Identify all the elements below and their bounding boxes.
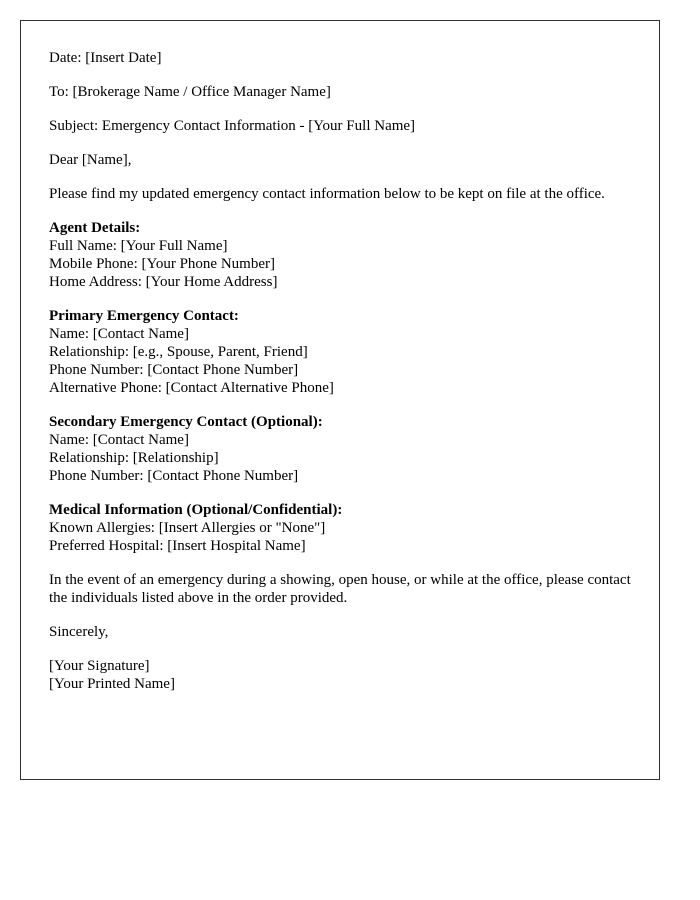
recipient-line: To: [Brokerage Name / Office Manager Name] [49,84,331,100]
closing-paragraph: In the event of an emergency during a showing, open house, or while at the office, please contact the individuals listed above in the order provided. [49,572,631,606]
primary-contact-name: Name: [Contact Name] [49,326,189,342]
known-allergies: Known Allergies: [Insert Allergies or "None"] [49,520,326,536]
signature-placeholder: [Your Signature] [49,658,150,674]
date-line: Date: [Insert Date] [49,50,162,66]
intro-paragraph: Please find my updated emergency contact information below to be kept on file at the office. [49,186,605,202]
medical-info-section [49,501,631,555]
primary-contact-relationship: Relationship: [e.g., Spouse, Parent, Friend] [49,344,308,360]
printed-name-placeholder: [Your Printed Name] [49,676,175,692]
agent-home-address: Home Address: [Your Home Address] [49,274,278,290]
primary-contact-phone: Phone Number: [Contact Phone Number] [49,362,299,378]
agent-full-name: Full Name: [Your Full Name] [49,238,228,254]
secondary-contact-name: Name: [Contact Name] [49,432,189,448]
letter-page [20,20,660,780]
agent-mobile-phone: Mobile Phone: [Your Phone Number] [49,256,275,272]
primary-contact-section [49,307,631,397]
agent-details-heading: Agent Details: [49,220,141,236]
subject-line: Subject: Emergency Contact Information - [Your Full Name] [49,118,416,134]
preferred-hospital: Preferred Hospital: [Insert Hospital Name] [49,538,306,554]
agent-details-section [49,219,631,291]
secondary-contact-phone: Phone Number: [Contact Phone Number] [49,468,299,484]
salutation: Dear [Name], [49,152,132,168]
signoff: Sincerely, [49,624,109,640]
medical-info-heading: Medical Information (Optional/Confidential): [49,502,343,518]
secondary-contact-relationship: Relationship: [Relationship] [49,450,219,466]
signature-block [49,657,631,693]
secondary-contact-section [49,413,631,485]
secondary-contact-heading: Secondary Emergency Contact (Optional): [49,414,323,430]
primary-contact-alt-phone: Alternative Phone: [Contact Alternative Phone] [49,380,334,396]
primary-contact-heading: Primary Emergency Contact: [49,308,239,324]
